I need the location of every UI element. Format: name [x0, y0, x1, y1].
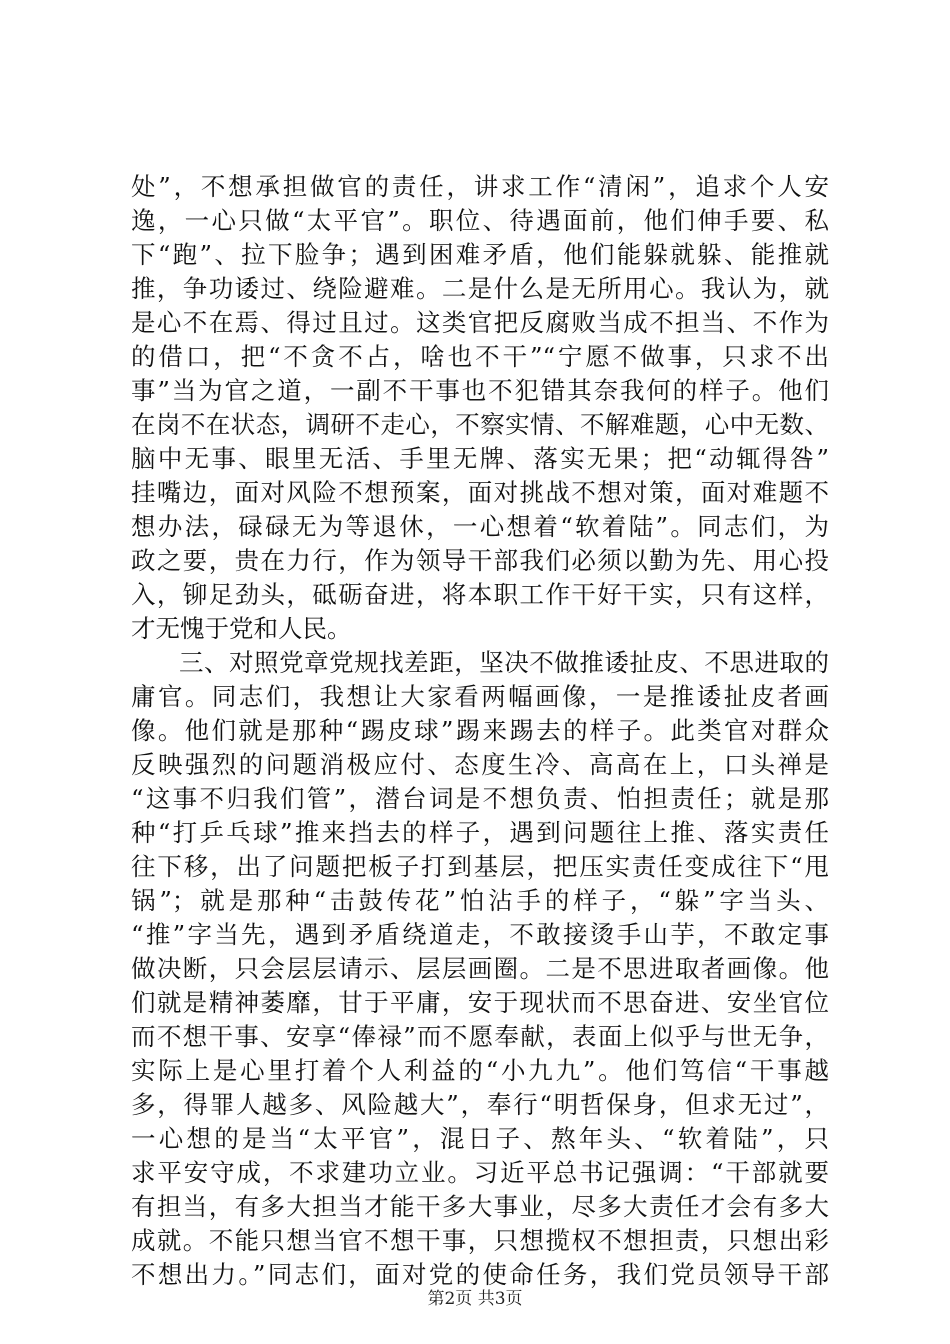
- text-line: 一心想的是当“太平官”，混日子、熬年头、“软着陆”，只: [131, 1124, 829, 1153]
- text-line: 政之要，贵在力行，作为领导干部我们必须以勤为先、用心投: [131, 546, 829, 575]
- text-line: “这事不归我们管”，潜台词是不想负责、怕担责任；就是那: [131, 784, 829, 813]
- text-line: 逸，一心只做“太平官”。职位、待遇面前，他们伸手要、私: [131, 206, 829, 235]
- text-line: 庸官。同志们，我想让大家看两幅画像，一是推诿扯皮者画: [131, 682, 829, 711]
- text-line: 处”，不想承担做官的责任，讲求工作“清闲”，追求个人安: [131, 172, 829, 201]
- paragraph-first-line: 三、对照党章党规找差距，坚决不做推诿扯皮、不思进取的: [179, 648, 829, 677]
- text-line: 求平安守成，不求建功立业。习近平总书记强调：“干部就要: [131, 1158, 829, 1187]
- text-line: 想办法，碌碌无为等退休，一心想着“软着陆”。同志们，为: [131, 512, 829, 541]
- text-line: “推”字当先，遇到矛盾绕道走，不敢接烫手山芋，不敢定事: [131, 920, 829, 949]
- text-line: 往下移，出了问题把板子打到基层，把压实责任变成往下“甩: [131, 852, 829, 881]
- page-number-footer: 第2页 共3页: [427, 1289, 523, 1309]
- text-line: 在岗不在状态，调研不走心，不察实情、不解难题，心中无数、: [131, 410, 829, 439]
- text-line: 而不想干事、安享“俸禄”而不愿奉献，表面上似乎与世无争，: [131, 1022, 829, 1051]
- text-line: 种“打乒乓球”推来挡去的样子，遇到问题往上推、落实责任: [131, 818, 829, 847]
- text-line: 不想出力。”同志们，面对党的使命任务，我们党员领导干部: [131, 1260, 829, 1289]
- text-line: 入，铆足劲头，砥砺奋进，将本职工作干好干实，只有这样，: [131, 580, 829, 609]
- text-line: 脑中无事、眼里无活、手里无牌、落实无果；把“动辄得咎”: [131, 444, 829, 473]
- text-line: 们就是精神萎靡，甘于平庸，安于现状而不思奋进、安坐官位: [131, 988, 829, 1017]
- text-line: 像。他们就是那种“踢皮球”踢来踢去的样子。此类官对群众: [131, 716, 829, 745]
- text-line: 才无愧于党和人民。: [131, 614, 352, 643]
- text-line: 事”当为官之道，一副不干事也不犯错其奈我何的样子。他们: [131, 376, 829, 405]
- text-line: 有担当，有多大担当才能干多大事业，尽多大责任才会有多大: [131, 1192, 829, 1221]
- text-line: 多，得罪人越多、风险越大”，奉行“明哲保身，但求无过”，: [131, 1090, 829, 1119]
- text-line: 挂嘴边，面对风险不想预案，面对挑战不想对策，面对难题不: [131, 478, 829, 507]
- text-line: 反映强烈的问题消极应付、态度生冷、高高在上，口头禅是: [131, 750, 829, 779]
- text-line: 成就。不能只想当官不想干事，只想揽权不想担责，只想出彩: [131, 1226, 829, 1255]
- text-line: 推，争功诿过、绕险避难。二是什么是无所用心。我认为，就: [131, 274, 829, 303]
- text-line: 是心不在焉、得过且过。这类官把反腐败当成不担当、不作为: [131, 308, 829, 337]
- text-line: 锅”；就是那种“击鼓传花”怕沾手的样子，“躲”字当头、: [131, 886, 829, 915]
- text-line: 实际上是心里打着个人利益的“小九九”。他们笃信“干事越: [131, 1056, 829, 1085]
- body-text: [131, 170, 829, 1292]
- text-line: 的借口，把“不贪不占，啥也不干”“宁愿不做事，只求不出: [131, 342, 829, 371]
- text-line: 下“跑”、拉下脸争；遇到困难矛盾，他们能躲就躲、能推就: [131, 240, 829, 269]
- text-line: 做决断，只会层层请示、层层画圈。二是不思进取者画像。他: [131, 954, 829, 983]
